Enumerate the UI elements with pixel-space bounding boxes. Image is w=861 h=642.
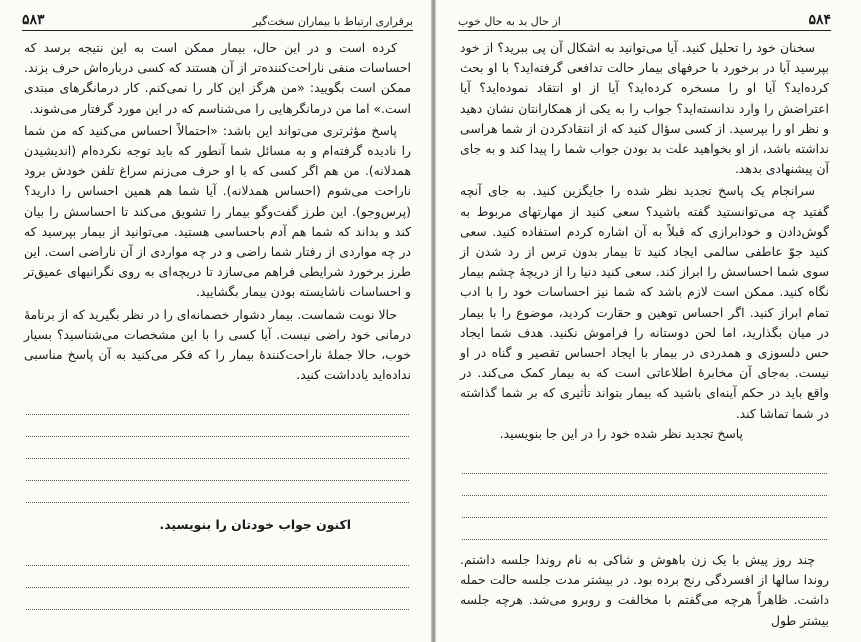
right-prompt: پاسخ تجدید نظر شده خود را در این جا بنویسید. xyxy=(499,425,743,441)
left-page-number: ۵۸۳ xyxy=(22,12,45,28)
writing-line[interactable] xyxy=(462,474,827,496)
left-paragraph-1: کرده است و در این حال، بیمار ممکن است به این نتیجه برسد که احساسات منفی ناراحت‌کننده‌تر از آن هستند که کسی درباره‌اش حرف بزند. ممکن است بگویید: «من هرگز این کار را نمی‌کنم. کار درمانگرهای مبتدی است.» اما من درمانگرهایی را می‌شناسم که در این مورد گرفتار می‌شوند. xyxy=(24,40,411,116)
left-page-body xyxy=(24,38,411,610)
right-header-rule xyxy=(458,30,831,31)
left-prompt: اکنون جواب خودتان را بنویسید. xyxy=(159,517,351,533)
left-paragraph-2: پاسخ مؤثرتری می‌تواند این باشد: «احتمالاً احساس می‌کنید که من شما را نادیده گرفته‌ام و به مسائل شما آنطور که باید توجه نکرده‌ام (اندیشیدن همدلانه). من هم اگر کسی که با او حرف می‌زنم سراغ تلفن خودش برود ناراحت می‌شوم (احساس همدلانه). آیا شما هم همین احساس را دارید؟ (پرس‌وجو). این طرز گفت‌وگو بیمار را تشویق می‌کند تا احساسش را بیان کند و بداند که شما هم آدم باحساسی هستید. می‌توانید از بیمار بپرسید که در چه مواردی از رفتار شما راضی و در چه مواردی از آن ناراضی است. این طرز برخورد شرایطی فراهم می‌سازد تا دریچه‌ای به روی نگرانیهای عمیق‌تر و احساسات ناشایسته بودن بیمار بگشایید. xyxy=(24,122,411,300)
writing-line[interactable] xyxy=(26,544,409,566)
writing-line[interactable] xyxy=(462,452,827,474)
writing-line[interactable] xyxy=(26,459,409,481)
writing-line[interactable] xyxy=(26,415,409,437)
writing-line[interactable] xyxy=(26,437,409,459)
writing-line[interactable] xyxy=(26,393,409,415)
right-closing-paragraph: چند روز پیش با یک زن باهوش و شاکی به نام روندا جلسه داشتم. روندا سالها از افسردگی رنج برده بود. در بیشتر مدت جلسه حالت حمله داشت. ظاهراً هرچه می‌گفتم با مخالفت و روبرو می‌شد. هرچه جلسه بیشتر طول xyxy=(460,552,829,628)
left-paragraph-3: حالا نوبت شماست. بیمار دشوار خصمانه‌ای را در نظر بگیرید که از برنامهٔ درمانی خود راضی نیست. آیا کسی را با این مشخصات می‌شناسید؟ بسیار خوب، حالا جملهٔ ناراحت‌کنندهٔ بیمار را که فکر می‌کنید به آن پاسخ مناسبی نداده‌اید یادداشت کنید. xyxy=(24,306,411,383)
right-page xyxy=(436,0,861,642)
right-answer-lines[interactable] xyxy=(460,452,829,540)
writing-line[interactable] xyxy=(26,566,409,588)
writing-line[interactable] xyxy=(26,481,409,503)
left-page-header xyxy=(22,6,413,28)
writing-line[interactable] xyxy=(462,496,827,518)
writing-line[interactable] xyxy=(26,588,409,610)
right-page-body xyxy=(460,38,829,631)
left-answer-lines-2[interactable] xyxy=(24,544,411,610)
right-paragraph-2: سرانجام یک پاسخ تجدید نظر شده را جایگزین کنید. به جای آنچه گفتید چه می‌توانستید گفته باشید؟ سعی کنید از مهارتهای مربوط به گوش‌دادن و خودابرازی که قبلاً به آن اشاره کردم استفاده کنید. سعی کنید جوّ عاطفی سالمی ایجاد کنید تا بیمار بدون ترس از رد شدن از سوی شما احساسش را ابراز کند. سعی کنید دنیا را از دریچهٔ چشم بیمار نگاه کنید. ممکن است لازم باشد که شما نیز احساسات خود را با ادب تمام ابراز کنید. اگر احساس توهین و حقارت کردید، موضوع را با بیمار در میان بگذارید، اما لحن دوستانه را فراموش نکنید. هدف شما ایجاد حس دلسوزی و همدردی در بیمار با ایجاد احساس تقصیر و گناه در او نیست. به‌جای آن مخابرهٔ اطلاعاتی است که به بیمار کمک می‌کند. در واقع باید در حکم آینه‌ای باشید که بیمار بتواند تأثیری که بر شما گذاشته در شما تماشا کند. xyxy=(460,183,829,421)
left-header-rule xyxy=(22,30,413,31)
left-running-title: برقراری ارتباط با بیماران سخت‌گیر xyxy=(252,15,413,28)
left-answer-lines-1[interactable] xyxy=(24,393,411,503)
right-running-title: از حال بد به حال خوب xyxy=(458,15,561,28)
writing-line[interactable] xyxy=(462,518,827,540)
right-page-number: ۵۸۴ xyxy=(808,12,831,28)
right-page-header xyxy=(458,6,831,28)
right-paragraph-1: سخنان خود را تحلیل کنید. آیا می‌توانید به اشکال آن پی ببرید؟ از خود بپرسید آیا در برخورد با حرفهای بیمار حالت تدافعی گرفته‌اید؟ با او بحث کرده‌اید؟ آیا او را مسخره کرده‌اید؟ آیا از او انتقاد نموده‌اید؟ آیا اعتراضش را وارد ندانسته‌اید؟ جواب را به یکی از همکارانتان نشان دهید و نظر او را بپرسید. از کسی سؤال کنید که از انتقادکردن از شما هراسی نداشته باشد، از او بخواهید علت بد بودن جواب شما را پیدا کند و به جای آن پیشنهادی بدهد. xyxy=(460,40,829,177)
